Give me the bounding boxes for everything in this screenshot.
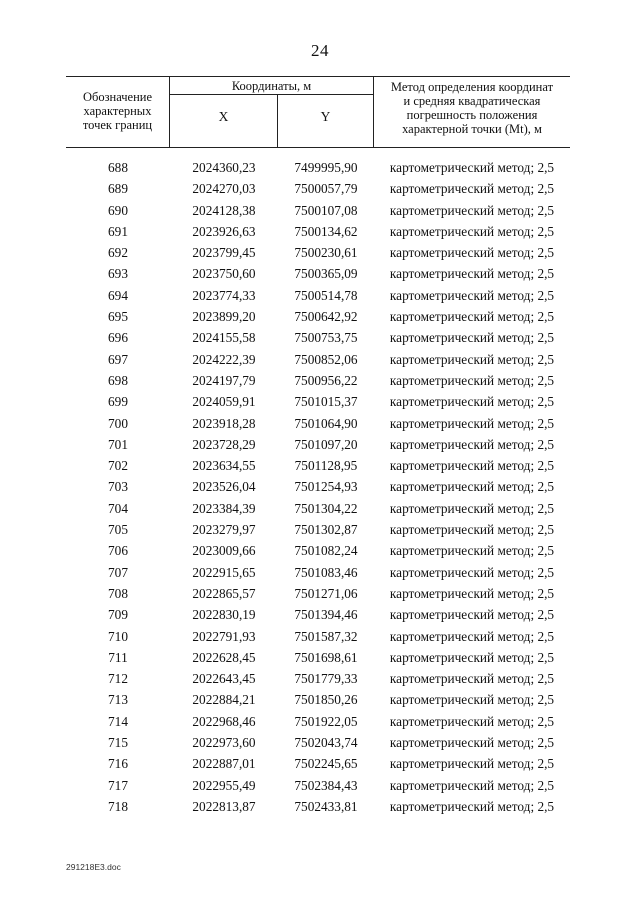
method-text: картометрический метод; 2,5	[389, 351, 555, 367]
point-number: 706	[108, 543, 128, 559]
table-row	[66, 753, 570, 774]
point-number: 702	[108, 458, 128, 474]
method-text: картометрический метод; 2,5	[389, 564, 555, 580]
table-row	[66, 562, 570, 583]
coord-x: 2023799,45	[192, 245, 256, 261]
coord-y: 7499995,90	[294, 160, 358, 175]
coord-y: 7502433,81	[294, 798, 358, 814]
point-number: 700	[108, 415, 128, 431]
point-number: 701	[108, 436, 128, 452]
coord-x: 2022884,21	[192, 692, 256, 708]
table-row	[66, 391, 570, 412]
table-row	[66, 604, 570, 625]
header-method-line: погрешность положения	[406, 108, 538, 122]
header-coordinates: Координаты, м	[231, 79, 312, 93]
point-number: 689	[108, 181, 128, 197]
table-row	[66, 711, 570, 732]
method-text: картометрический метод; 2,5	[389, 223, 555, 239]
method-text: картометрический метод; 2,5	[389, 585, 555, 601]
method-text: картометрический метод; 2,5	[389, 628, 555, 644]
table-row	[66, 285, 570, 306]
table-row	[66, 519, 570, 540]
coord-y: 7501587,32	[294, 628, 358, 644]
method-text: картометрический метод; 2,5	[389, 436, 555, 452]
footer-filename: 291218E3.doc	[66, 862, 121, 872]
header-y: Y	[320, 109, 331, 124]
point-number: 691	[108, 223, 128, 239]
coord-x: 2022887,01	[192, 756, 256, 772]
header-method	[374, 80, 570, 136]
coord-y: 7501850,26	[294, 692, 358, 708]
point-number: 714	[108, 713, 128, 729]
coord-y: 7501128,95	[294, 458, 358, 474]
point-number: 713	[108, 692, 128, 708]
table-row	[66, 306, 570, 327]
method-text: картометрический метод; 2,5	[389, 671, 555, 687]
table-row	[66, 796, 570, 817]
table-row	[66, 732, 570, 753]
coord-y: 7501097,20	[294, 436, 358, 452]
coord-x: 2023009,66	[192, 543, 256, 559]
table-row	[66, 157, 570, 178]
table-row	[66, 626, 570, 647]
table-header	[66, 76, 570, 148]
table-row	[66, 689, 570, 710]
table-row	[66, 413, 570, 434]
header-method-line: характерной точки (Mt), м	[402, 122, 542, 136]
method-text: картометрический метод; 2,5	[389, 394, 555, 410]
coord-x: 2022973,60	[192, 735, 256, 751]
point-number: 694	[108, 287, 128, 303]
coord-y: 7501302,87	[294, 522, 358, 538]
method-text: картометрический метод; 2,5	[389, 266, 555, 282]
header-method-line: и средняя квадратическая	[403, 94, 541, 108]
coord-x: 2024128,38	[192, 202, 256, 218]
point-number: 696	[108, 330, 128, 346]
coord-y: 7502245,65	[294, 756, 358, 772]
method-text: картометрический метод; 2,5	[389, 543, 555, 559]
coord-y: 7500365,09	[294, 266, 358, 282]
point-number: 717	[108, 777, 128, 793]
header-method-line: Метод определения координат	[390, 80, 554, 94]
method-text: картометрический метод; 2,5	[389, 692, 555, 708]
method-text: картометрический метод; 2,5	[389, 287, 555, 303]
coord-y: 7500107,08	[294, 202, 358, 218]
coord-x: 2022968,46	[192, 713, 256, 729]
point-number: 705	[108, 522, 128, 538]
coord-x: 2023526,04	[192, 479, 256, 495]
coord-x: 2023728,29	[192, 436, 256, 452]
table-row	[66, 668, 570, 689]
coord-y: 7500514,78	[294, 287, 358, 303]
coord-x: 2024222,39	[192, 351, 256, 367]
method-text: картометрический метод; 2,5	[389, 415, 555, 431]
method-text: картометрический метод; 2,5	[389, 181, 555, 197]
method-text: картометрический метод; 2,5	[389, 202, 555, 218]
point-number: 718	[108, 798, 128, 814]
coord-y: 7501394,46	[294, 607, 358, 623]
point-number: 712	[108, 671, 128, 687]
point-number: 709	[108, 607, 128, 623]
table-row	[66, 242, 570, 263]
table-row	[66, 498, 570, 519]
coord-y: 7501082,24	[294, 543, 358, 559]
coord-y: 7501271,06	[294, 585, 358, 601]
table-row	[66, 583, 570, 604]
header-designation-line: характерных	[83, 104, 152, 118]
point-number: 698	[108, 372, 128, 388]
table-row	[66, 455, 570, 476]
point-number: 704	[108, 500, 128, 516]
point-number: 697	[108, 351, 128, 367]
header-divider	[170, 94, 373, 95]
coord-y: 7501698,61	[294, 649, 358, 665]
table-row	[66, 476, 570, 497]
coord-y: 7500852,06	[294, 351, 358, 367]
coord-y: 7501083,46	[294, 564, 358, 580]
table-row	[66, 221, 570, 242]
point-number: 695	[108, 309, 128, 325]
point-number: 707	[108, 564, 128, 580]
coord-x: 2024197,79	[192, 372, 256, 388]
coord-x: 2023384,39	[192, 500, 256, 516]
table-row	[66, 178, 570, 199]
method-text: картометрический метод; 2,5	[389, 607, 555, 623]
coord-y: 7501779,33	[294, 671, 358, 687]
method-text: картометрический метод; 2,5	[389, 330, 555, 346]
method-text: картометрический метод; 2,5	[389, 777, 555, 793]
coord-y: 7500956,22	[294, 372, 358, 388]
coord-x: 2022830,19	[192, 607, 256, 623]
coord-x: 2024360,23	[192, 160, 256, 175]
coord-y: 7502384,43	[294, 777, 358, 793]
header-designation-line: Обозначение	[82, 90, 153, 104]
coord-y: 7501064,90	[294, 415, 358, 431]
point-number: 688	[108, 160, 128, 175]
table-body	[66, 157, 570, 817]
coord-x: 2024270,03	[192, 181, 256, 197]
coord-x: 2024059,91	[192, 394, 256, 410]
table-row	[66, 540, 570, 561]
method-text: картометрический метод; 2,5	[389, 372, 555, 388]
method-text: картометрический метод; 2,5	[389, 713, 555, 729]
coord-x: 2022643,45	[192, 671, 256, 687]
coord-x: 2023899,20	[192, 309, 256, 325]
coord-x: 2023279,97	[192, 522, 256, 538]
point-number: 699	[108, 394, 128, 410]
coordinates-table	[66, 76, 570, 817]
table-row	[66, 327, 570, 348]
method-text: картометрический метод; 2,5	[389, 756, 555, 772]
coord-y: 7501254,93	[294, 479, 358, 495]
coord-y: 7501304,22	[294, 500, 358, 516]
method-text: картометрический метод; 2,5	[389, 522, 555, 538]
method-text: картометрический метод; 2,5	[389, 309, 555, 325]
table-row	[66, 434, 570, 455]
point-number: 692	[108, 245, 128, 261]
coord-y: 7500230,61	[294, 245, 358, 261]
method-text: картометрический метод; 2,5	[389, 500, 555, 516]
coord-x: 2022915,65	[192, 564, 256, 580]
point-number: 690	[108, 202, 128, 218]
coord-y: 7501015,37	[294, 394, 358, 410]
point-number: 703	[108, 479, 128, 495]
table-row	[66, 647, 570, 668]
header-designation	[66, 90, 169, 132]
method-text: картометрический метод; 2,5	[389, 245, 555, 261]
table-row	[66, 370, 570, 391]
coord-y: 7502043,74	[294, 735, 358, 751]
point-number: 716	[108, 756, 128, 772]
point-number: 711	[108, 649, 128, 665]
coord-x: 2023774,33	[192, 287, 256, 303]
coord-x: 2023926,63	[192, 223, 256, 239]
point-number: 715	[108, 735, 128, 751]
table-row	[66, 349, 570, 370]
coord-x: 2022955,49	[192, 777, 256, 793]
coord-y: 7500057,79	[294, 181, 358, 197]
coord-x: 2024155,58	[192, 330, 256, 346]
point-number: 708	[108, 585, 128, 601]
method-text: картометрический метод; 2,5	[389, 160, 555, 175]
coord-x: 2022628,45	[192, 649, 256, 665]
coord-y: 7500642,92	[294, 309, 358, 325]
coord-x: 2023918,28	[192, 415, 256, 431]
method-text: картометрический метод; 2,5	[389, 798, 555, 814]
coord-x: 2022813,87	[192, 798, 256, 814]
header-x: X	[218, 109, 229, 124]
table-row	[66, 263, 570, 284]
method-text: картометрический метод; 2,5	[389, 649, 555, 665]
method-text: картометрический метод; 2,5	[389, 458, 555, 474]
point-number: 693	[108, 266, 128, 282]
page-number: 24	[311, 41, 329, 60]
coord-x: 2023634,55	[192, 458, 256, 474]
point-number: 710	[108, 628, 128, 644]
coord-x: 2022865,57	[192, 585, 256, 601]
coord-y: 7501922,05	[294, 713, 358, 729]
coord-x: 2023750,60	[192, 266, 256, 282]
coord-y: 7500753,75	[294, 330, 358, 346]
method-text: картометрический метод; 2,5	[389, 735, 555, 751]
table-row	[66, 200, 570, 221]
coord-x: 2022791,93	[192, 628, 256, 644]
table-row	[66, 775, 570, 796]
method-text: картометрический метод; 2,5	[389, 479, 555, 495]
header-designation-line: точек границ	[82, 118, 153, 132]
coord-y: 7500134,62	[294, 223, 358, 239]
